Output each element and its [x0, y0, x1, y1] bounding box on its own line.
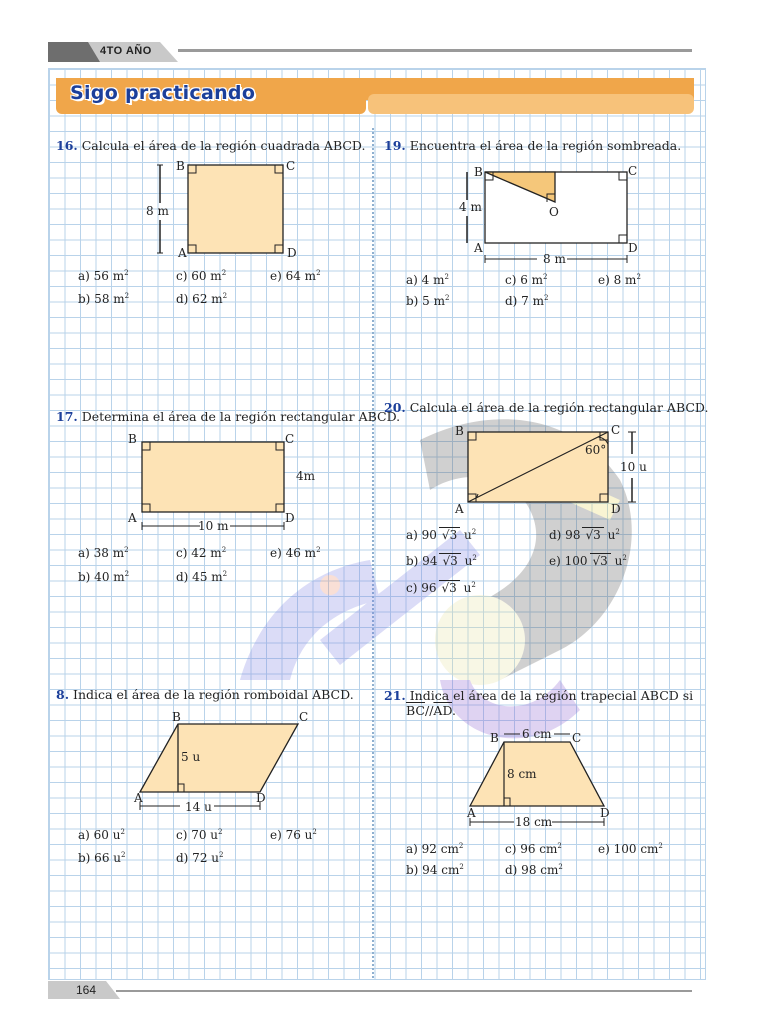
problem-8-figure: [130, 712, 310, 817]
height-label: 10 u: [620, 460, 647, 474]
option-d[interactable]: d) 98 $cm^2$: [505, 863, 563, 877]
vertex-c-label: C: [286, 159, 296, 173]
problem-21-figure: [462, 726, 612, 828]
page-number: 164: [76, 983, 97, 997]
vertex-a-label: A: [134, 791, 143, 805]
option-a[interactable]: a) 56 $m^2$: [78, 269, 129, 283]
vertex-c-label: C: [285, 432, 295, 446]
problem-20-statement: [384, 400, 708, 415]
option-d[interactable]: d) 45 $m^2$: [176, 570, 228, 584]
vertex-a-label: A: [455, 502, 464, 516]
height-label: 4 m: [459, 200, 482, 214]
option-e[interactable]: e) 100 $cm^2$: [598, 842, 663, 856]
vertex-d-label: D: [287, 246, 297, 260]
vertex-a-label: A: [178, 246, 187, 260]
option-a[interactable]: a) 4 $m^2$: [406, 273, 449, 287]
vertex-d-label: D: [256, 791, 266, 805]
problem-21-statement: 21. Indica el área de la región trapecial ABCD si $\overline{BC}//\overline{AD}$.: [384, 688, 694, 718]
option-a[interactable]: a) 90 √3 $u^2$: [406, 528, 477, 542]
option-b[interactable]: b) 94 $cm^2$: [406, 863, 464, 877]
option-e[interactable]: e) 46 $m^2$: [270, 546, 321, 560]
vertex-b-label: B: [474, 165, 483, 179]
top-base-label: 6 cm: [522, 727, 552, 741]
vertex-d-label: D: [611, 502, 621, 516]
vertex-b-label: B: [172, 710, 181, 724]
base-label: 10 m: [198, 519, 229, 533]
option-e[interactable]: e) 76 $u^2$: [270, 828, 317, 842]
base-label: 18 cm: [515, 815, 553, 829]
option-e[interactable]: e) 64 $m^2$: [270, 269, 321, 283]
problem-19-statement: [384, 138, 681, 153]
header-rule: [178, 49, 692, 52]
option-a[interactable]: a) 38 $m^2$: [78, 546, 129, 560]
option-b[interactable]: b) 94 √3 $u^2$: [406, 554, 477, 568]
problem-16-statement: [56, 138, 365, 153]
base-label: 8 m: [543, 252, 566, 266]
problem-number: 20.: [384, 400, 406, 415]
vertex-c-label: C: [611, 423, 621, 437]
option-c[interactable]: c) 60 $m^2$: [176, 269, 227, 283]
problem-text: Indica el área de la región trapecial ABCD si: [409, 688, 694, 703]
vertex-d-label: D: [628, 241, 638, 255]
vertex-d-label: D: [285, 511, 295, 525]
problem-number: 8.: [56, 687, 70, 702]
option-e[interactable]: e) 8 $m^2$: [598, 273, 641, 287]
problem-text: Encuentra el área de la región sombreada.: [409, 138, 682, 153]
option-b[interactable]: b) 5 $m^2$: [406, 294, 450, 308]
vertex-b-label: B: [176, 159, 185, 173]
base-label: 14 u: [185, 800, 212, 814]
option-b[interactable]: b) 58 $m^2$: [78, 292, 130, 306]
vertex-b-label: B: [455, 424, 464, 438]
vertex-b-label: B: [128, 432, 137, 446]
footer-rule: [116, 990, 692, 992]
height-label: 8 cm: [507, 767, 537, 781]
option-d[interactable]: d) 62 $m^2$: [176, 292, 228, 306]
problem-8-statement: [56, 687, 354, 702]
option-d[interactable]: d) 98 √3 $u^2$: [549, 528, 620, 542]
vertex-c-label: C: [572, 731, 582, 745]
problem-number: 21.: [384, 688, 406, 703]
problem-17-statement: [56, 409, 400, 424]
vertex-a-label: A: [128, 511, 137, 525]
option-c[interactable]: c) 96 $cm^2$: [505, 842, 562, 856]
option-e[interactable]: e) 100 √3 $u^2$: [549, 554, 627, 568]
option-d[interactable]: d) 72 $u^2$: [176, 851, 224, 865]
problem-number: 17.: [56, 409, 78, 424]
option-c[interactable]: c) 96 √3 $u^2$: [406, 581, 476, 595]
problem-text: Calcula el área de la región rectangular ABCD.: [409, 400, 709, 415]
problem-text: Calcula el área de la región cuadrada ABCD.: [81, 138, 366, 153]
option-c[interactable]: c) 70 $u^2$: [176, 828, 223, 842]
option-c[interactable]: c) 6 $m^2$: [505, 273, 548, 287]
option-a[interactable]: a) 92 $cm^2$: [406, 842, 464, 856]
side-length-label: 8 m: [146, 204, 169, 218]
vertex-a-label: A: [474, 241, 483, 255]
option-b[interactable]: b) 66 $u^2$: [78, 851, 126, 865]
height-label: 5 u: [181, 750, 201, 764]
vertex-a-label: A: [467, 806, 476, 820]
vertex-b-label: B: [490, 731, 499, 745]
option-d[interactable]: d) 7 $m^2$: [505, 294, 549, 308]
vertex-c-label: C: [299, 710, 309, 724]
segment-bc: $\overline{BC}$: [406, 703, 425, 718]
option-a[interactable]: a) 60 $u^2$: [78, 828, 125, 842]
problem-16-figure: [150, 158, 310, 263]
section-title: Sigo practicando: [70, 82, 256, 104]
segment-ad: $\overline{AD}$: [433, 703, 453, 718]
problem-text: Indica el área de la región romboidal ABCD.: [73, 687, 354, 702]
height-label: 4m: [296, 469, 316, 483]
vertex-d-label: D: [600, 806, 610, 820]
problem-text: Determina el área de la región rectangular ABCD.: [81, 409, 401, 424]
vertex-c-label: C: [628, 164, 638, 178]
grade-label: 4TO AÑO: [100, 45, 152, 57]
option-b[interactable]: b) 40 $m^2$: [78, 570, 130, 584]
point-o-label: O: [549, 205, 559, 219]
angle-label: 60°: [585, 443, 607, 457]
problem-number: 16.: [56, 138, 78, 153]
problem-number: 19.: [384, 138, 406, 153]
option-c[interactable]: c) 42 $m^2$: [176, 546, 227, 560]
